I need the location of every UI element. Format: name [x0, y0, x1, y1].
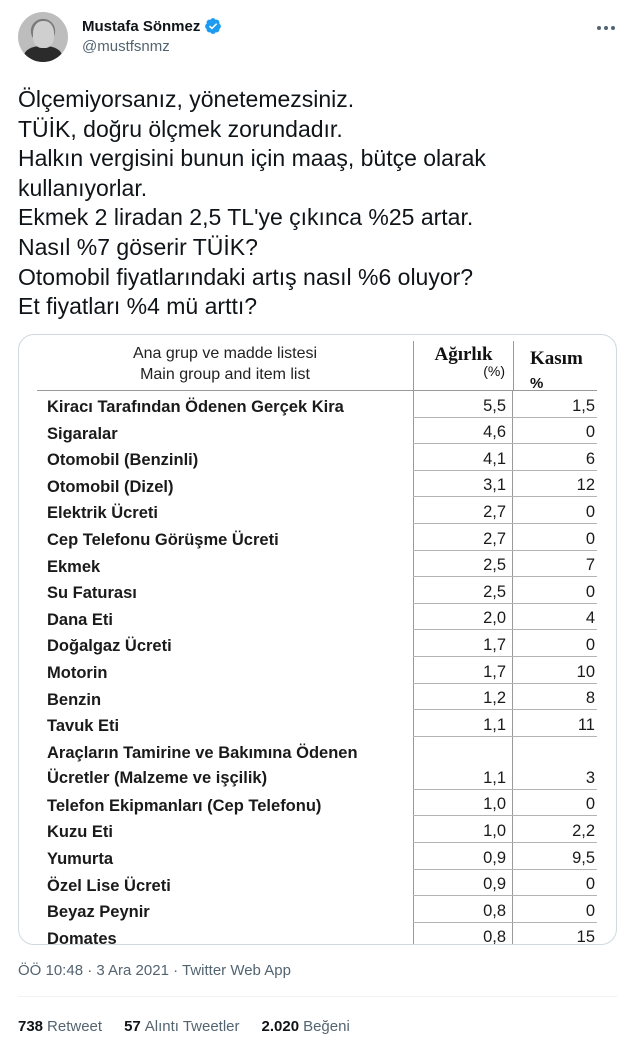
- author-name[interactable]: Mustafa Sönmez: [82, 17, 201, 35]
- weight-value: 3,1: [483, 476, 506, 495]
- weight-cell: [413, 816, 513, 843]
- item-name-line: Telefon Ekipmanları (Cep Telefonu): [47, 796, 322, 815]
- table-row: [37, 790, 597, 817]
- weight-cell: [413, 604, 513, 631]
- weight-value: 5,5: [483, 396, 506, 415]
- likes-stat[interactable]: [262, 1018, 350, 1035]
- november-cell: [513, 497, 597, 524]
- item-name: [47, 475, 417, 500]
- tweet-text: [18, 85, 618, 322]
- quotes-count: 57: [124, 1018, 141, 1035]
- november-value: 3: [585, 768, 595, 787]
- tweet-line: TÜİK, doğru ölçmek zorundadır.: [18, 115, 343, 142]
- weight-cell: [413, 870, 513, 897]
- table-row: [37, 551, 597, 578]
- table-row: [37, 657, 597, 684]
- header-item-list: [37, 341, 413, 391]
- item-name: [47, 608, 417, 633]
- weight-cell: [413, 497, 513, 524]
- november-value: 0: [585, 423, 595, 442]
- weight-value: 2,7: [483, 502, 506, 521]
- item-name-line: Araçların Tamirine ve Bakımına Ödenen: [47, 743, 358, 762]
- table-row: [37, 843, 597, 870]
- weight-value: 1,7: [483, 662, 506, 681]
- weight-cell: [413, 710, 513, 737]
- november-value: 0: [585, 529, 595, 548]
- november-cell: [513, 604, 597, 631]
- weight-cell: [413, 471, 513, 498]
- tweet-header: [18, 12, 618, 62]
- november-cell: [513, 684, 597, 711]
- cpi-item-table: [37, 341, 597, 945]
- header-november: [513, 341, 597, 391]
- table-row: [37, 604, 597, 631]
- item-name-line: Yumurta: [47, 849, 114, 868]
- weight-cell: [413, 737, 513, 790]
- item-name-line: Doğalgaz Ücreti: [47, 637, 172, 656]
- item-name: [47, 820, 417, 845]
- weight-value: 1,1: [483, 715, 506, 734]
- weight-value: 1,2: [483, 689, 506, 708]
- november-cell: [513, 577, 597, 604]
- item-name-line: Özel Lise Ücreti: [47, 876, 171, 895]
- november-cell: [513, 737, 597, 790]
- table-row: [37, 471, 597, 498]
- weight-value: 0,9: [483, 875, 506, 894]
- november-cell: [513, 444, 597, 471]
- item-name: [47, 661, 417, 686]
- november-cell: [513, 551, 597, 578]
- november-value: 0: [585, 901, 595, 920]
- weight-cell: [413, 657, 513, 684]
- name-row: [82, 17, 222, 35]
- table-row: [37, 923, 597, 945]
- november-value: 0: [585, 582, 595, 601]
- november-value: 4: [585, 609, 595, 628]
- retweets-count: 738: [18, 1018, 44, 1035]
- november-value: 0: [585, 502, 595, 521]
- november-cell: [513, 391, 597, 418]
- item-name-line: Benzin: [47, 690, 102, 709]
- tweet-stats: [18, 1018, 350, 1035]
- table-body: [37, 391, 597, 945]
- item-name-line: Otomobil (Benzinli): [47, 451, 199, 470]
- item-name-line: Dana Eti: [47, 610, 114, 629]
- retweets-label: Retweet: [47, 1018, 103, 1035]
- november-cell: [513, 896, 597, 923]
- table-row: [37, 737, 597, 790]
- weight-cell: [413, 843, 513, 870]
- avatar[interactable]: [18, 12, 68, 62]
- november-value: 0: [585, 795, 595, 814]
- item-name-line: Ücretler (Malzeme ve işçilik): [47, 768, 268, 787]
- weight-cell: [413, 684, 513, 711]
- weight-cell: [413, 923, 513, 945]
- item-name: [47, 448, 417, 473]
- item-name: [47, 874, 417, 899]
- weight-value: 2,0: [483, 609, 506, 628]
- item-name-line: Su Faturası: [47, 584, 137, 603]
- item-name: [47, 714, 417, 739]
- november-value: 0: [585, 635, 595, 654]
- item-name-line: Ekmek: [47, 557, 101, 576]
- author-handle[interactable]: @mustfsnmz: [82, 38, 170, 55]
- item-name: [47, 528, 417, 553]
- header-weight: [413, 341, 513, 391]
- item-name: [47, 847, 417, 872]
- quotes-label: Alıntı Tweetler: [144, 1018, 240, 1035]
- item-name-line: Tavuk Eti: [47, 717, 120, 736]
- item-name-line: Cep Telefonu Görüşme Ücreti: [47, 530, 279, 549]
- table-row: [37, 630, 597, 657]
- item-name-line: Otomobil (Dizel): [47, 477, 174, 496]
- avatar-face-shape: [33, 21, 54, 48]
- item-name-line: Kiracı Tarafından Ödenen Gerçek Kira: [47, 398, 344, 416]
- tweet-line: Ölçemiyorsanız, yönetemezsiniz.: [18, 86, 355, 112]
- item-name: [47, 634, 417, 659]
- header-item-list-tr: Ana grup ve madde listesi: [132, 345, 318, 362]
- november-cell: [513, 524, 597, 551]
- november-cell: [513, 710, 597, 737]
- item-name-line: Elektrik Ücreti: [47, 504, 158, 523]
- weight-value: 2,7: [483, 529, 506, 548]
- tweet-line: Otomobil fiyatlarındaki artış nasıl %6 oluyor?: [18, 263, 474, 290]
- november-cell: [513, 870, 597, 897]
- item-name: [47, 501, 417, 526]
- november-value: 2,2: [572, 821, 595, 840]
- november-cell: [513, 471, 597, 498]
- november-value: 7: [585, 556, 595, 575]
- weight-cell: [413, 577, 513, 604]
- item-name-line: Sigaralar: [47, 424, 118, 443]
- table-row: [37, 497, 597, 524]
- november-cell: [513, 418, 597, 445]
- item-name: [47, 794, 417, 819]
- header-november-unit: %: [530, 375, 544, 392]
- november-cell: [513, 657, 597, 684]
- november-value: 8: [585, 689, 595, 708]
- item-name: [47, 422, 417, 447]
- table-row: [37, 577, 597, 604]
- november-cell: [513, 790, 597, 817]
- weight-cell: [413, 444, 513, 471]
- weight-cell: [413, 418, 513, 445]
- more-options-icon[interactable]: [594, 18, 618, 38]
- item-name: [47, 741, 417, 791]
- table-header: [37, 341, 597, 391]
- header-weight-unit: (%): [483, 363, 505, 379]
- weight-value: 4,6: [483, 423, 506, 442]
- verified-badge-icon: [204, 17, 222, 35]
- likes-count: 2.020: [261, 1018, 300, 1035]
- weight-cell: [413, 391, 513, 418]
- tweet-line: Nasıl %7 göserir TÜİK?: [18, 233, 258, 260]
- weight-value: 2,5: [483, 556, 506, 575]
- weight-cell: [413, 896, 513, 923]
- weight-cell: [413, 524, 513, 551]
- likes-label: Beğeni: [303, 1018, 350, 1035]
- november-cell: [513, 843, 597, 870]
- november-value: 0: [585, 875, 595, 894]
- item-name: [47, 395, 417, 420]
- tweet-timestamp[interactable]: ÖÖ 10:48 · 3 Ara 2021 · Twitter Web App: [18, 962, 291, 979]
- quote-tweets-stat[interactable]: [124, 1018, 239, 1035]
- item-name: [47, 581, 417, 606]
- weight-cell: [413, 551, 513, 578]
- divider: [18, 996, 617, 997]
- attached-image[interactable]: [18, 334, 617, 945]
- november-value: 1,5: [572, 396, 595, 415]
- table-row: [37, 710, 597, 737]
- table-row: [37, 896, 597, 923]
- weight-value: 4,1: [483, 449, 506, 468]
- november-cell: [513, 816, 597, 843]
- weight-value: 2,5: [483, 582, 506, 601]
- item-name-line: Beyaz Peynir: [47, 903, 150, 922]
- november-value: 9,5: [572, 848, 595, 867]
- avatar-body-shape: [24, 46, 62, 62]
- november-value: 10: [576, 662, 595, 681]
- item-name: [47, 555, 417, 580]
- weight-value: 1,0: [483, 821, 506, 840]
- table-row: [37, 870, 597, 897]
- table-row: [37, 444, 597, 471]
- tweet-line: Ekmek 2 liradan 2,5 TL'ye çıkınca %25 artar.: [18, 204, 474, 231]
- november-cell: [513, 923, 597, 945]
- item-name-line: Kuzu Eti: [47, 823, 113, 842]
- weight-value: 1,0: [483, 795, 506, 814]
- table-row: [37, 684, 597, 711]
- tweet-line: kullanıyorlar.: [18, 174, 148, 201]
- header-item-list-en: Main group and item list: [140, 366, 310, 383]
- november-value: 12: [576, 476, 595, 495]
- weight-value: 0,8: [483, 901, 506, 920]
- tweet-line: Halkın vergisini bunun için maaş, bütçe olarak: [18, 145, 486, 172]
- item-name-line: Motorin: [47, 663, 108, 682]
- table-row: [37, 524, 597, 551]
- retweets-stat[interactable]: [18, 1018, 102, 1035]
- tweet-line: Et fiyatları %4 mü arttı?: [18, 293, 258, 320]
- table-row: [37, 418, 597, 445]
- table-row: [37, 816, 597, 843]
- header-weight-label: Ağırlık: [434, 344, 493, 365]
- table-row: [37, 391, 597, 418]
- november-cell: [513, 630, 597, 657]
- item-name: [47, 900, 417, 925]
- header-november-label: Kasım: [530, 348, 583, 369]
- item-name-line: Domates: [47, 929, 117, 945]
- weight-cell: [413, 790, 513, 817]
- weight-value: 0,8: [483, 928, 506, 945]
- november-value: 11: [577, 715, 595, 734]
- weight-value: 1,1: [483, 768, 506, 787]
- november-value: 15: [576, 928, 595, 945]
- weight-cell: [413, 630, 513, 657]
- weight-value: 1,7: [483, 635, 506, 654]
- weight-value: 0,9: [483, 848, 506, 867]
- item-name: [47, 688, 417, 713]
- november-value: 6: [585, 449, 595, 468]
- item-name: [47, 927, 417, 945]
